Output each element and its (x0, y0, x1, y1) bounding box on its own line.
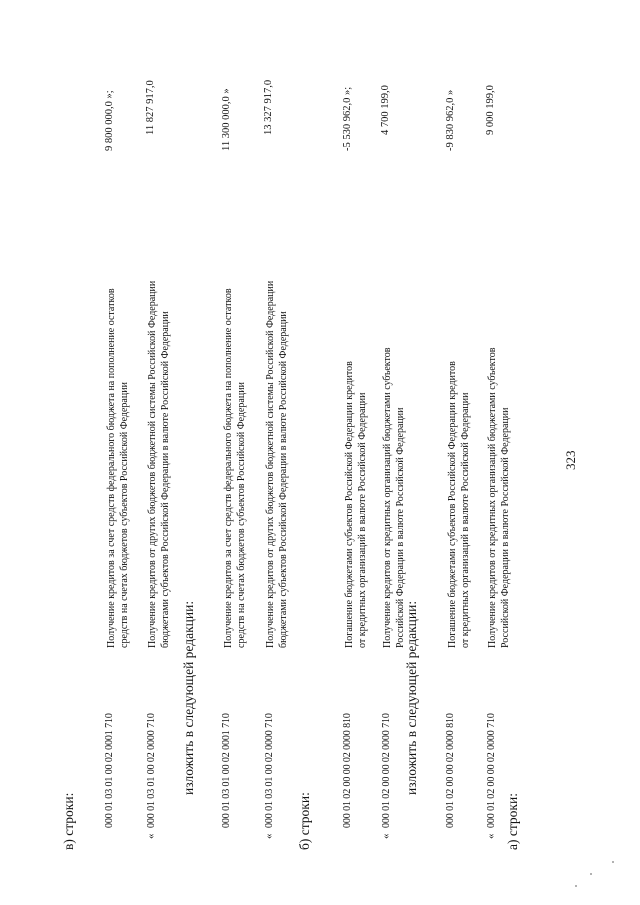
row-code: 000 01 02 00 00 02 0000 710 (486, 713, 497, 828)
row-value: 11 300 000,0 » (221, 88, 232, 151)
row-description (446, 361, 472, 648)
row-value: -5 530 962,0 »; (342, 86, 353, 151)
description-line: бюджетами субъектов Российской Федерации в валюте Российской Федерации (278, 311, 289, 648)
description-line: от кредитных организаций в валюте Российской Федерации (460, 392, 471, 648)
description-line: Погашение бюджетами субъектов Российской Федерации кредитов (447, 361, 458, 648)
description-line: Получение кредитов от других бюджетов бюджетной системы Российской Федерации (265, 280, 276, 648)
description-line: Получение кредитов от кредитных организаций бюджетами субъектов (382, 347, 393, 648)
open-quote: « (380, 833, 392, 839)
row-code: 000 01 02 00 00 02 0000 710 (381, 713, 392, 828)
replace-heading: изложить в следующей редакции: (181, 600, 196, 795)
row-code: 000 01 03 01 00 02 0001 710 (104, 713, 115, 828)
description-line: Погашение бюджетами субъектов Российской Федерации кредитов (344, 361, 355, 648)
row-value: 9 800 000,0 »; (104, 90, 115, 151)
row-code: 000 01 03 01 00 02 0001 710 (221, 713, 232, 828)
description-line: средств на счетах бюджетов субъектов Российской Федерации (236, 382, 247, 648)
row-description (381, 348, 407, 649)
open-quote: « (145, 833, 157, 839)
row-code: 000 01 02 00 00 02 0000 810 (445, 713, 456, 828)
row-value: 11 827 917,0 (145, 80, 156, 135)
description-line: Получение кредитов за счет средств федерального бюджета на пополнение остатков (106, 288, 117, 648)
description-line: Российской Федерации в валюте Российской Федерации (395, 407, 406, 648)
row-description (264, 281, 290, 648)
replace-heading: изложить в следующей редакции: (404, 600, 419, 795)
scan-speck (575, 885, 577, 887)
row-description (222, 288, 248, 648)
row-description (105, 288, 131, 648)
description-line: от кредитных организаций в валюте Российской Федерации (357, 392, 368, 648)
description-line: Российской Федерации в валюте Российской Федерации (500, 407, 511, 648)
description-line: Получение кредитов от кредитных организаций бюджетами субъектов (487, 347, 498, 648)
description-line: средств на счетах бюджетов субъектов Российской Федерации (119, 382, 130, 648)
open-quote: « (485, 833, 497, 839)
row-value: -9 830 962,0 » (445, 89, 456, 151)
page-number: 323 (563, 450, 578, 470)
row-code: 000 01 03 01 00 02 0000 710 (146, 713, 157, 828)
row-value: 13 327 917,0 (263, 79, 274, 135)
row-value: 4 700 199,0 (380, 85, 391, 135)
row-code: 000 01 03 01 00 02 0000 710 (264, 713, 275, 828)
description-line: Получение кредитов за счет средств федерального бюджета на пополнение остатков (223, 288, 234, 648)
row-description (146, 281, 172, 648)
section-b-heading: б) строки: (297, 792, 312, 850)
row-description (343, 361, 369, 648)
open-quote: « (263, 833, 275, 839)
row-description (486, 348, 512, 649)
section-c-heading: в) строки: (61, 792, 76, 850)
row-value: 9 000 199,0 (485, 85, 496, 135)
section-a-heading: а) строки: (505, 793, 520, 850)
description-line: бюджетами субъектов Российской Федерации в валюте Российской Федерации (160, 311, 171, 648)
scan-speck (590, 873, 592, 875)
description-line: Получение кредитов от других бюджетов бюджетной системы Российской Федерации (147, 280, 158, 648)
scan-speck (612, 861, 614, 863)
row-code: 000 01 02 00 00 02 0000 810 (342, 713, 353, 828)
